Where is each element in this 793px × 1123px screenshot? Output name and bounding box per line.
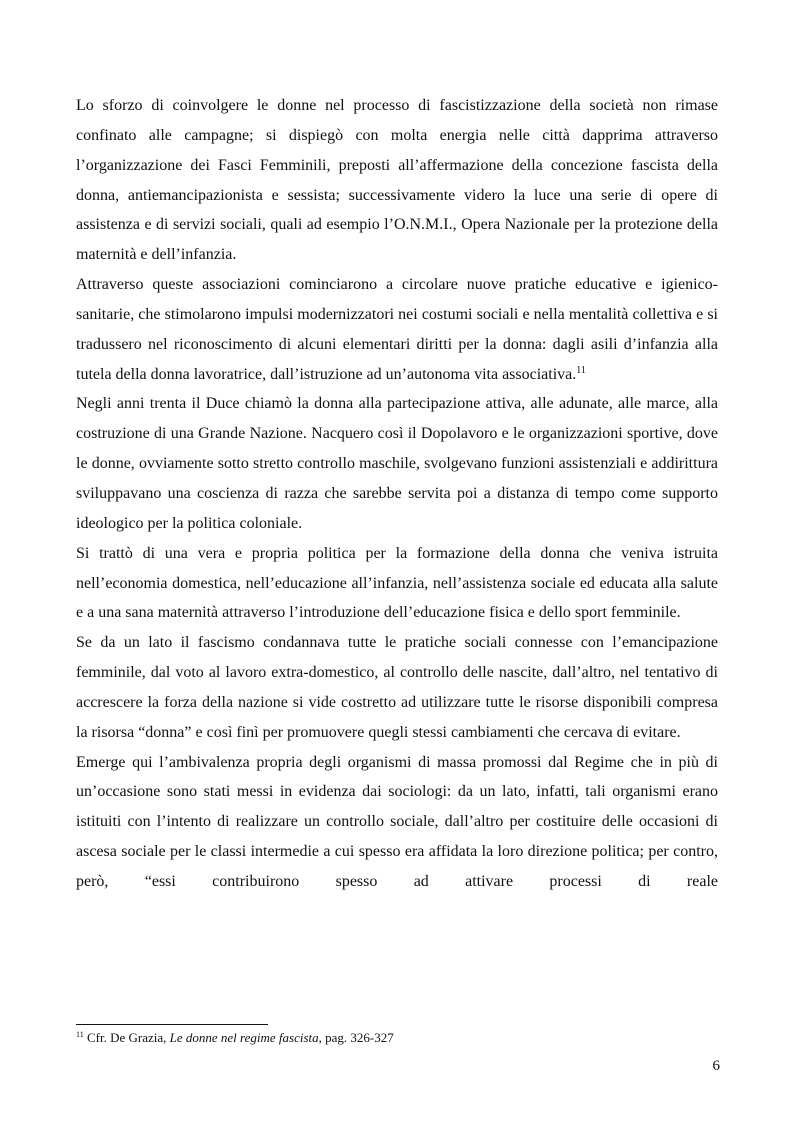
paragraph-2	[76, 270, 718, 389]
paragraph-1: Lo sforzo di coinvolgere le donne nel processo di fascistizzazione della società non rimase confinato alle campagne; si dispiegò con molta energia nelle città dapprima attraverso l’organizzazione dei Fasci Femminili, preposti all’affermazione della concezione fascista della donna, antiemancipazionista e sessista; successivamente videro la luce una serie di opere di assistenza e di servizi sociali, quali ad esempio l’O.N.M.I., Opera Nazionale per la protezione della maternità e dell’infanzia.	[76, 97, 718, 264]
footnote-reference[interactable]: 11	[576, 364, 586, 376]
footnote	[76, 1030, 394, 1046]
footnote-prefix: Cfr. De Grazia,	[86, 1030, 167, 1045]
paragraph-2-text: Attraverso queste associazioni cominciarono a circolare nuove pratiche educative e igienico-sanitarie, che stimolarono impulsi modernizzatori nei costumi sociali e nella mentalità collettiva e si tradussero nel riconoscimento di alcuni elementari diritti per la donna: dagli asili d’infanzia alla tutela della donna lavoratrice, dall’istruzione ad un’autonoma vita associativa.	[76, 276, 718, 383]
page-number: 6	[712, 1058, 720, 1074]
footnote-number: 11	[76, 1030, 84, 1039]
paragraph-3: Negli anni trenta il Duce chiamò la donna alla partecipazione attiva, alle adunate, alle marce, alla costruzione di una Grande Nazione. Nacquero così il Dopolavoro e le organizzazioni sportive, dove le donne, ovviamente sotto stretto controllo maschile, svolgevano funzioni assistenziali e addirittura sviluppavano una coscienza di razza che sarebbe servita poi a distanza di tempo come supporto ideologico per la politica coloniale.	[76, 395, 718, 532]
footnote-pages: , pag. 326-327	[318, 1030, 394, 1045]
paragraph-4: Si trattò di una vera e propria politica per la formazione della donna che veniva istruita nell’economia domestica, nell’educazione all’infanzia, nell’assistenza sociale ed educata alla salute e a una sana maternità attraverso l’introduzione dell’educazione fisica e dello sport femminile.	[76, 544, 718, 622]
footnote-divider	[76, 1024, 268, 1025]
paragraph-5: Se da un lato il fascismo condannava tutte le pratiche sociali connesse con l’emancipazione femminile, dal voto al lavoro extra-domestico, al controllo delle nascite, dall’altro, nel tentativo di accrescere la forza della nazione si vide costretto ad utilizzare tutte le risorse disponibili compresa la risorsa “donna” e così finì per promuovere quegli stessi cambiamenti che cercava di evitare.	[76, 634, 718, 741]
body-text	[76, 91, 718, 897]
footnote-title: Le donne nel regime fascista	[169, 1030, 319, 1045]
paragraph-6: Emerge qui l’ambivalenza propria degli organismi di massa promossi dal Regime che in più di un’occasione sono stati messi in evidenza dai sociologi: da un lato, infatti, tali organismi erano istituiti con l’intento di realizzare un controllo sociale, dall’altro per costituire delle occasioni di ascesa sociale per le classi intermedie a cui spesso era affidata la loro direzione politica; per contro, però, “essi contribuirono spesso ad attivare processi di reale	[76, 753, 718, 890]
